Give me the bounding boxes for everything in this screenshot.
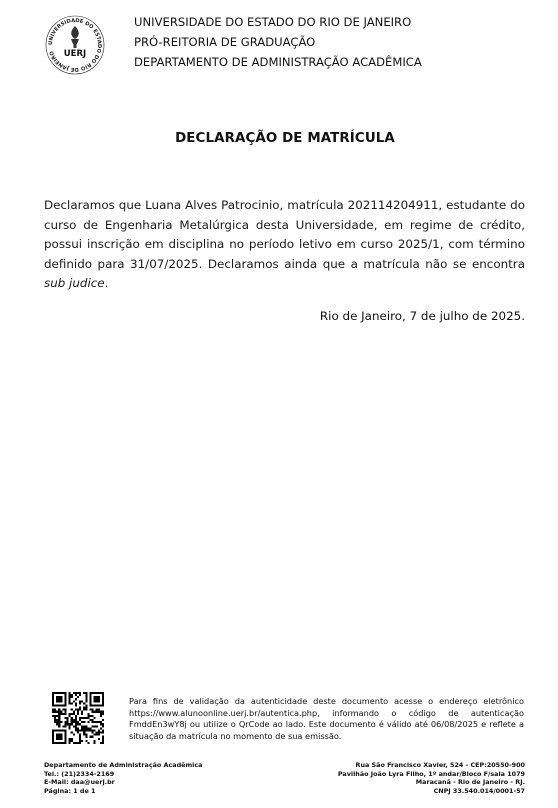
uerj-logo <box>44 14 106 76</box>
header-university: UNIVERSIDADE DO ESTADO DO RIO DE JANEIRO <box>134 15 412 29</box>
document-title: DECLARAÇÃO DE MATRÍCULA <box>175 131 395 146</box>
footer-department: Departamento de Administração Acadêmica <box>44 761 203 769</box>
qr-code-icon <box>52 692 104 744</box>
footer-email: E-Mail: daa@uerj.br <box>44 778 115 787</box>
footer-address <box>338 761 525 795</box>
footer-cnpj: CNPJ 33.540.014/0001-57 <box>433 786 525 795</box>
qr-code[interactable] <box>52 692 104 744</box>
place-and-date: Rio de Janeiro, 7 de julho de 2025. <box>319 309 525 323</box>
declaration-text: Declaramos que Luana Alves Patrocinio, matrícula 202114204911, estudante do curso de Engenharia Metalúrgica desta Universidade, em regime de crédito, possui inscrição em disciplina no período letivo em curso 2025/1, com término definido para 31/07/2025. Declaramos ainda que a matrícula não se encontra <box>44 198 525 271</box>
declaration-body <box>44 196 525 294</box>
svg-text:UNIVERSIDADE DO ESTADO DO RIO: UNIVERSIDADE DO ESTADO DO RIO DE JANEIRO <box>47 17 103 73</box>
declaration-end: . <box>104 276 109 291</box>
sub-judice-term: sub judice <box>44 276 105 291</box>
footer-city: Maracanã - Rio de Janeiro - RJ. <box>415 778 525 787</box>
header-pro-rectorate: PRÓ-REITORIA DE GRADUAÇÃO <box>134 35 316 49</box>
footer-street: Rua São Francisco Xavier, 524 - CEP:20550-900 <box>355 761 525 769</box>
footer-building: Pavilhão João Lyra Filho, 1º andar/Bloco F/sala 1079 <box>337 769 525 778</box>
uerj-seal-icon <box>44 14 106 76</box>
logo-wordmark: UERJ <box>63 49 87 59</box>
validation-notice: Para fins de validação da autenticidade deste documento acesse o endereço eletrônico https://www.alunoonline.uerj.br/autentica.php, informando o código de autenticação FmddEn3wY8j ou utilize o QrCode ao lado. Este documento é válido até 06/08/2025 e reflete a situação da matrícula no momento de sua emissão. <box>129 696 524 741</box>
header-department: DEPARTAMENTO DE ADMINISTRAÇÃO ACADÊMICA <box>134 55 422 69</box>
footer-page: Página: 1 de 1 <box>44 786 96 795</box>
institution-header <box>134 12 422 72</box>
footer-phone: Tel.: (21)2334-2169 <box>44 769 115 778</box>
footer-contact <box>44 761 202 795</box>
